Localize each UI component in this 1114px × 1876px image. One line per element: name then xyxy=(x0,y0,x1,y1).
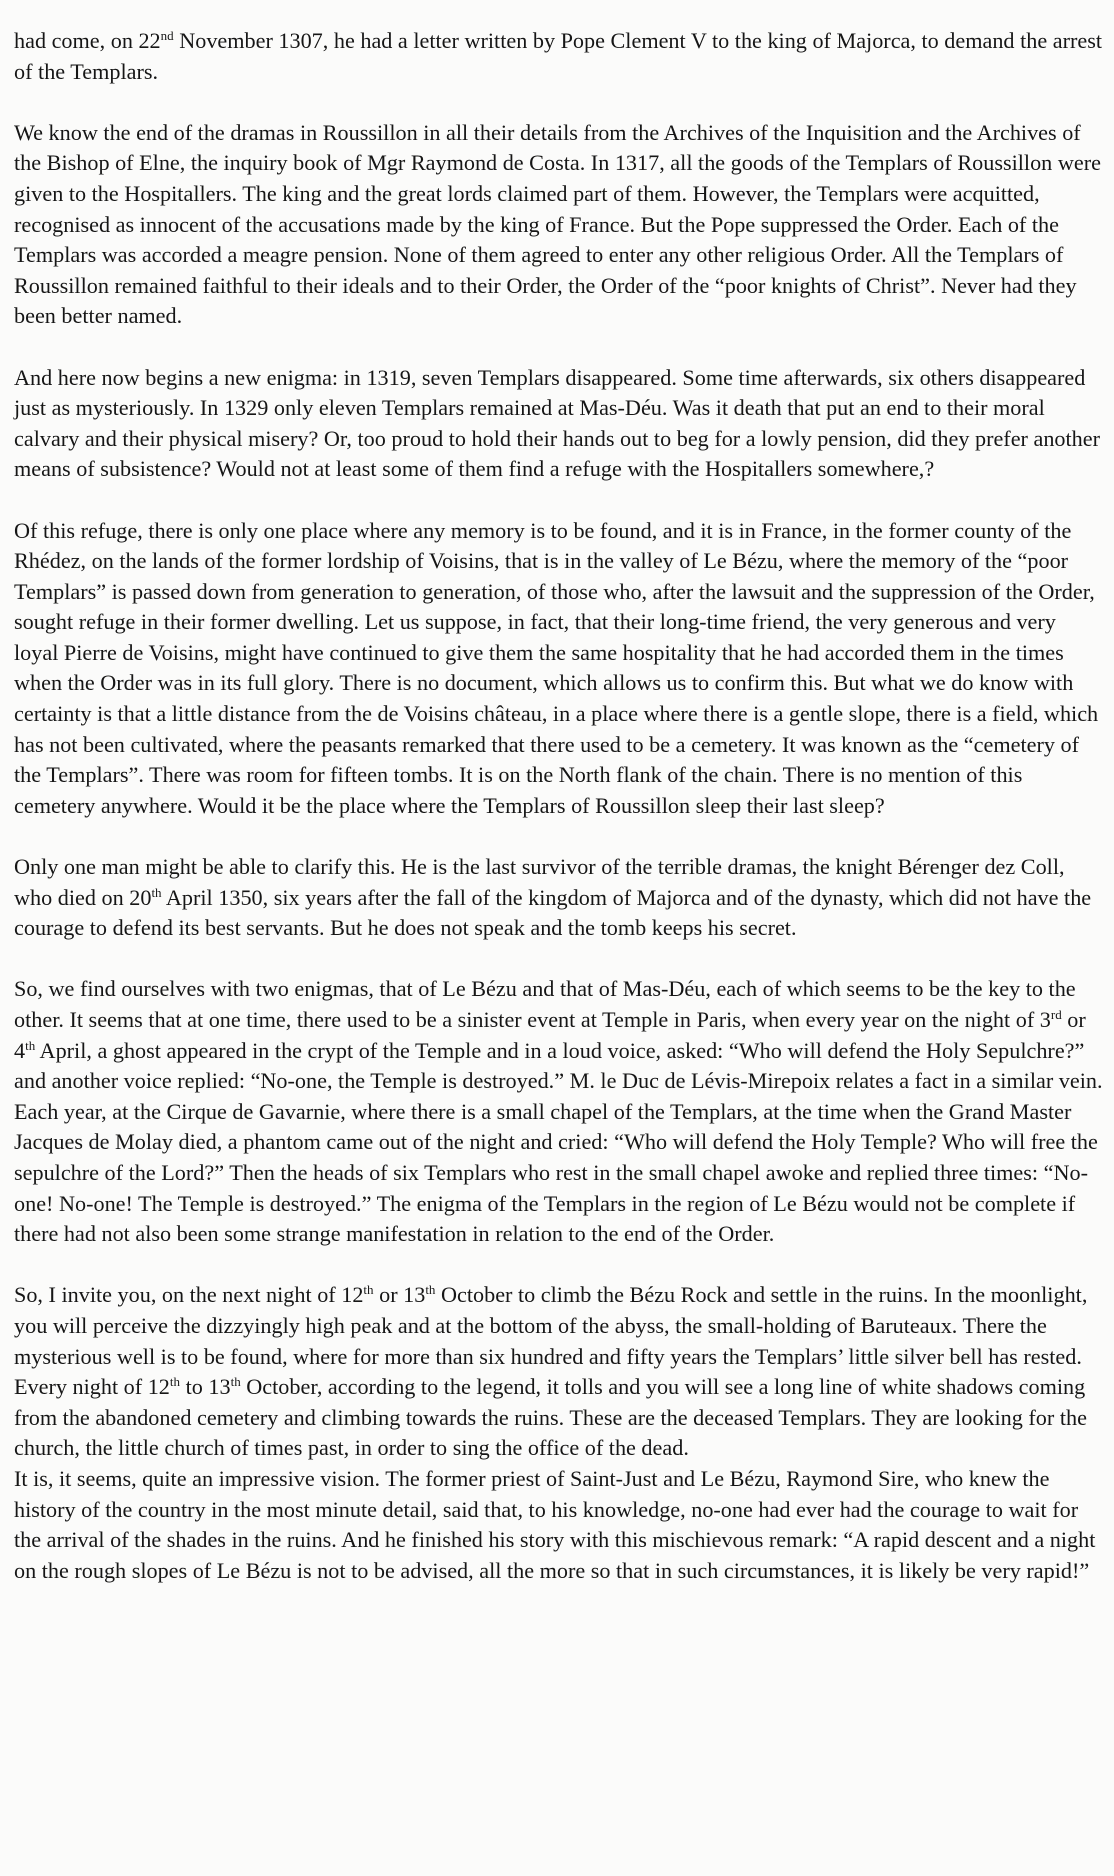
text-run: October to climb the Bézu Rock and settle in the ruins. In the moonlight, you will perceive the dizzyingly high peak and at the bottom of the abyss, the small-holding of Baruteaux. There the mysterious well is to be found, where for more than six hundred and fifty years the Templars’ little silver bell has rested. Every night of 12 xyxy=(14,1282,1088,1400)
text-run: to 13 xyxy=(180,1374,231,1400)
paragraph xyxy=(14,974,1104,1249)
superscript: nd xyxy=(160,28,174,43)
text-run: It is, it seems, quite an impressive vision. The former priest of Saint-Just and Le Bézu, Raymond Sire, who knew the history of the country in the most minute detail, said that, to his knowledge, no-one had ever had the courage to wait for the arrival of the shades in the ruins. And he finished his story with this mischievous remark: “A rapid descent and a night on the rough slopes of Le Bézu is not to be advised, all the more so that in such circumstances, it is likely be very rapid!” xyxy=(14,1465,1096,1583)
superscript: th xyxy=(363,1282,374,1298)
text-run: So, we find ourselves with two enigmas, that of Le Bézu and that of Mas-Déu, each of which seems to be the key to the other. It seems that at one time, there used to be a sinister event at Temple in Paris, when every year on the night of 3 xyxy=(14,976,1076,1032)
paragraph xyxy=(14,516,1104,822)
paragraph xyxy=(14,26,1104,87)
body-text xyxy=(14,26,1104,1586)
superscript: th xyxy=(425,1282,436,1298)
text-run: We know the end of the dramas in Roussillon in all their details from the Archives of the Inquisition and the Archives of the Bishop of Elne, the inquiry book of Mgr Raymond de Costa. In 1317, all the goods of the Templars of Roussillon were given to the Hospitallers. The king and the great lords claimed part of them. However, the Templars were acquitted, recognised as innocent of the accusations made by the king of France. But the Pope suppressed the Order. Each of the Templars was accorded a meagre pension. None of them agreed to enter any other religious Order. All the Templars of Roussillon remained faithful to their ideals and to their Order, the Order of the “poor knights of Christ”. Never had they been better named. xyxy=(14,119,1101,329)
superscript: rd xyxy=(1050,1007,1062,1022)
paragraph xyxy=(14,363,1104,485)
text-run: Only one man might be able to clarify this. He is the last survivor of the terrible dramas, the knight Bérenger dez Coll, who died on 20 xyxy=(14,854,1065,910)
text-run: April, a ghost appeared in the crypt of the Temple and in a loud voice, asked: “Who will defend the Holy Sepulchre?” and another voice replied: “No-one, the Temple is destroyed.” M. le Duc de Lévis-Mirepoix relates a fact in a similar vein. Each year, at the Cirque de Gavarnie, where there is a small chapel of the Templars, at the time when the Grand Master Jacques de Molay died, a phantom came out of the night and cried: “Who will defend the Holy Temple? Who will free the sepulchre of the Lord?” Then the heads of six Templars who rest in the small chapel awoke and replied three times: “No-one! No-one! The Temple is destroyed.” The enigma of the Templars in the region of Le Bézu would not be complete if there had not also been some strange manifestation in relation to the end of the Order. xyxy=(14,1037,1103,1247)
paragraph xyxy=(14,118,1104,332)
paragraph xyxy=(14,1464,1104,1586)
text-run: October, according to the legend, it tolls and you will see a long line of white shadows coming from the abandoned cemetery and climbing towards the ruins. These are the deceased Templars. They are looking for the church, the little church of times past, in order to sing the office of the dead. xyxy=(14,1374,1087,1461)
text-run: April 1350, six years after the fall of the kingdom of Majorca and of the dynasty, which did not have the courage to defend its best servants. But he does not speak and the tomb keeps his secret. xyxy=(14,884,1092,941)
text-run: November 1307, he had a letter written by Pope Clement V to the king of Majorca, to demand the arrest of the Templars. xyxy=(14,28,1102,84)
superscript: th xyxy=(230,1374,241,1390)
text-run: had come, on 22 xyxy=(14,28,161,53)
text-run: And here now begins a new enigma: in 1319, seven Templars disappeared. Some time afterwards, six others disappeared just as mysteriously. In 1329 only eleven Templars remained at Mas-Déu. Was it death that put an end to their moral calvary and their physical misery? Or, too proud to hold their hands out to beg for a lowly pension, did they prefer another means of subsistence? Would not at least some of them find a refuge with the Hospitallers somewhere,? xyxy=(14,364,1101,482)
text-run: or 13 xyxy=(373,1282,426,1308)
text-run: or 4 xyxy=(14,1007,1086,1063)
paragraph xyxy=(14,1280,1104,1464)
superscript: th xyxy=(151,884,162,900)
paragraph xyxy=(14,852,1104,944)
superscript: th xyxy=(25,1037,36,1053)
text-run: So, I invite you, on the next night of 12 xyxy=(14,1282,364,1308)
superscript: th xyxy=(169,1374,181,1390)
text-run: Of this refuge, there is only one place where any memory is to be found, and it is in France, in the former county of the Rhédez, on the lands of the former lordship of Voisins, that is in the valley of Le Bézu, where the memory of the “poor Templars” is passed down from generation to generation, of those who, after the lawsuit and the suppression of the Order, sought refuge in their former dwelling. Let us suppose, in fact, that their long-time friend, the very generous and very loyal Pierre de Voisins, might have continued to give them the same hospitality that he had accorded them in the times when the Order was in its full glory. There is no document, which allows us to confirm this. But what we do know with certainty is that a little distance from the de Voisins château, in a place where there is a gentle slope, there is a field, which has not been cultivated, where the peasants remarked that there used to be a cemetery. It was known as the “cemetery of the Templars”. There was room for fifteen tombs. It is on the North flank of the chain. There is no mention of this cemetery anywhere. Would it be the place where the Templars of Roussillon sleep their last sleep? xyxy=(14,517,1099,818)
